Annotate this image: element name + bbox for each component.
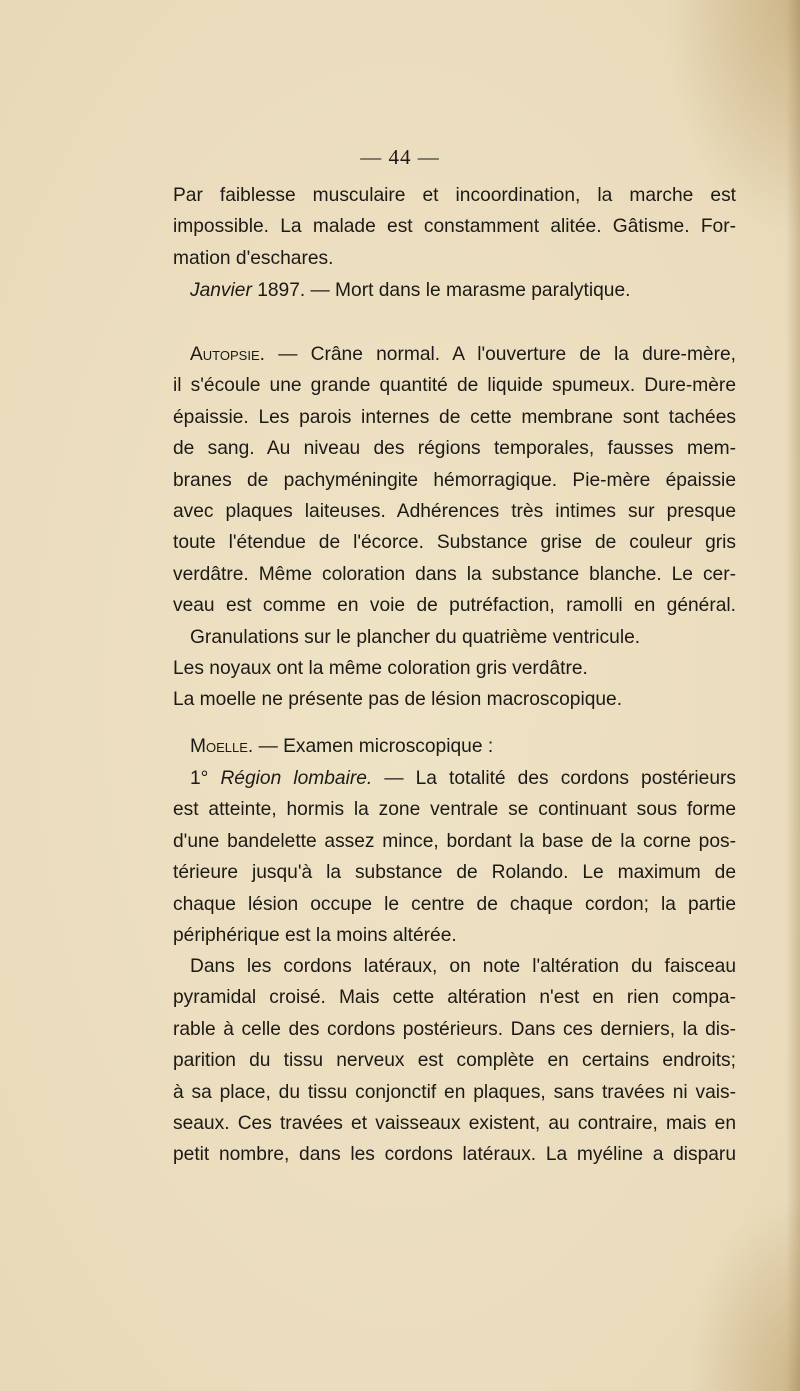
text-line: verdâtre. Même coloration dans la substance blanche. Le cer- <box>173 563 736 585</box>
text-line: petit nombre, dans les cordons latéraux. La myéline a disparu <box>173 1144 736 1166</box>
paragraph-autopsie <box>173 339 736 716</box>
text-line: toute l'étendue de l'écorce. Substance grise de couleur gris <box>173 532 736 554</box>
text-line: seaux. Ces travées et vaisseaux existent, au contraire, mais en <box>173 1112 736 1134</box>
text-line: impossible. La malade est constamment alitée. Gâtisme. For- <box>173 216 736 238</box>
subsection-heading: Région lombaire. <box>220 768 373 789</box>
text-line: Moelle. — Examen microscopique : <box>190 736 494 757</box>
text-line: à sa place, du tissu conjonctif en plaques, sans travées ni vais- <box>173 1081 736 1103</box>
text-line: Granulations sur le plancher du quatrième ventricule. <box>190 626 641 648</box>
text-line: pyramidal croisé. Mais cette altération n'est en rien compa- <box>173 987 736 1009</box>
paragraph-1 <box>173 180 736 274</box>
text-line: mation d'eschares. <box>173 247 334 269</box>
text-line: veau est comme en voie de putréfaction, ramolli en général. <box>173 595 736 617</box>
text-line: térieure jusqu'à la substance de Rolando. Le maximum de <box>173 862 736 884</box>
text-line: Dans les cordons latéraux, on note l'altération du faisceau <box>190 956 736 977</box>
text-line: de sang. Au niveau des régions temporales, fausses mem- <box>173 438 736 460</box>
text-line: périphérique est la moins altérée. <box>173 924 457 946</box>
text-line: chaque lésion occupe le centre de chaque cordon; la partie <box>173 893 736 915</box>
page-edge-shadow <box>786 0 800 1391</box>
text-line: Autopsie. — Crâne normal. A l'ouverture de la dure-mère, <box>190 344 736 365</box>
paragraph-cordons-lateraux <box>173 951 736 1171</box>
text-line: branes de pachyméningite hémorragique. Pie-mère épaissie <box>173 469 736 491</box>
text-line: il s'écoule une grande quantité de liquide spumeux. Dure-mère <box>173 375 736 397</box>
text-line: avec plaques laiteuses. Adhérences très intimes sur presque <box>173 500 736 522</box>
text-line: 1° Région lombaire. — La totalité des cordons postérieurs <box>190 768 736 789</box>
date-text: 1897. — Mort dans le marasme paralytique. <box>251 280 631 301</box>
text-line: Les noyaux ont la même coloration gris verdâtre. <box>173 657 588 679</box>
page-number: — 44 — <box>360 145 440 169</box>
paragraph-moelle <box>173 731 736 762</box>
paragraph-date <box>173 275 736 306</box>
text-line <box>173 275 736 306</box>
text-line: épaissie. Les parois internes de cette membrane sont tachées <box>173 406 736 428</box>
text-line: est atteinte, hormis la zone ventrale se continuant sous forme <box>173 799 736 821</box>
text-line: Par faiblesse musculaire et incoordination, la marche est <box>173 185 736 206</box>
text-line: d'une bandelette assez mince, bordant la base de la corne pos- <box>173 830 736 852</box>
section-heading: Autopsie. <box>190 344 265 365</box>
text-line: parition du tissu nerveux est complète en certains endroits; <box>173 1050 736 1072</box>
section-heading: Moelle. <box>190 736 254 757</box>
date-label: Janvier <box>190 280 252 301</box>
text-line: rable à celle des cordons postérieurs. Dans ces derniers, la dis- <box>173 1018 736 1040</box>
text-line: La moelle ne présente pas de lésion macroscopique. <box>173 689 623 711</box>
paragraph-region-lombaire <box>173 763 736 951</box>
